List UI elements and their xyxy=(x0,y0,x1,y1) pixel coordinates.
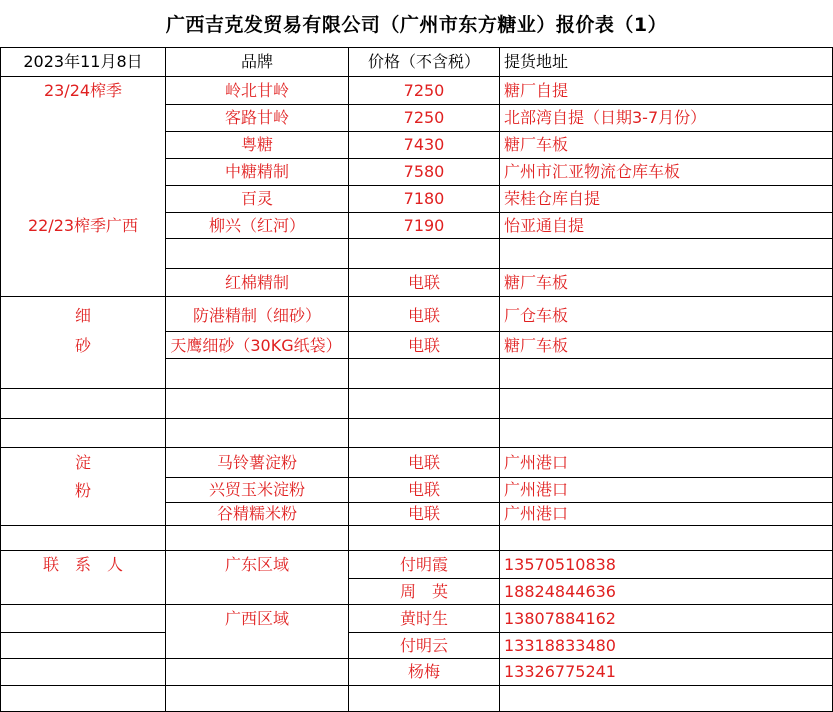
grid-line xyxy=(0,632,165,633)
grid-line xyxy=(0,685,833,686)
grid-line xyxy=(0,525,833,526)
brand-cell: 粤糖 xyxy=(240,135,273,154)
price-cell: 电联 xyxy=(407,335,440,355)
address-cell: 北部湾自提（日期3-7月份） xyxy=(504,108,707,127)
contact-phone: 13570510838 xyxy=(504,554,616,574)
category-season-2324: 23/24榨季 xyxy=(43,80,123,100)
grid-line xyxy=(0,418,833,419)
category-starch: 粉 xyxy=(74,480,91,500)
category-contact: 联 系 人 xyxy=(42,554,123,574)
address-cell: 广州港口 xyxy=(504,453,569,472)
contact-name: 黄时生 xyxy=(399,608,448,628)
price-cell: 7580 xyxy=(403,162,445,181)
contact-name: 杨梅 xyxy=(407,662,440,681)
grid-line xyxy=(499,47,500,712)
price-cell: 电联 xyxy=(407,273,440,292)
brand-cell: 柳兴（红河） xyxy=(208,215,305,235)
contact-phone: 18824844636 xyxy=(504,581,616,601)
grid-line xyxy=(0,447,833,448)
header-price: 价格（不含税） xyxy=(367,52,480,71)
contact-region: 广西区域 xyxy=(224,608,289,628)
brand-cell: 天鹰细砂（30KG纸袋） xyxy=(170,335,342,355)
contact-name: 周 英 xyxy=(399,581,448,601)
category-fine-sugar: 细 xyxy=(74,306,91,325)
price-cell: 电联 xyxy=(407,504,440,523)
brand-cell: 中糖精制 xyxy=(224,162,289,181)
price-cell: 电联 xyxy=(407,306,440,325)
address-cell: 怡亚通自提 xyxy=(504,215,585,235)
address-cell: 糖厂自提 xyxy=(504,80,569,100)
brand-cell: 兴贸玉米淀粉 xyxy=(208,480,305,499)
brand-cell: 谷精糯米粉 xyxy=(216,504,297,523)
address-cell: 荣桂仓库自提 xyxy=(504,189,601,208)
address-cell: 广州市汇亚物流仓库车板 xyxy=(504,162,681,181)
grid-line xyxy=(0,388,833,389)
contact-region: 广东区域 xyxy=(224,554,289,574)
header-brand: 品牌 xyxy=(240,52,273,71)
contact-name: 付明霞 xyxy=(399,554,448,574)
header-address: 提货地址 xyxy=(504,52,569,71)
contact-phone: 13326775241 xyxy=(504,662,616,681)
address-cell: 糖厂车板 xyxy=(504,135,569,154)
address-cell: 广州港口 xyxy=(504,504,569,523)
address-cell: 糖厂车板 xyxy=(504,335,569,355)
brand-cell: 红棉精制 xyxy=(224,273,289,292)
address-cell: 广州港口 xyxy=(504,480,569,499)
address-cell: 厂仓车板 xyxy=(504,306,569,325)
price-cell: 7250 xyxy=(403,80,445,100)
contact-phone: 13318833480 xyxy=(504,635,616,655)
header-date: 2023年11月8日 xyxy=(23,52,143,71)
brand-cell: 岭北甘岭 xyxy=(224,80,289,100)
brand-cell: 客路甘岭 xyxy=(224,108,289,127)
brand-cell: 马铃薯淀粉 xyxy=(216,453,297,472)
brand-cell: 百灵 xyxy=(240,189,273,208)
price-cell: 电联 xyxy=(407,453,440,472)
price-cell: 电联 xyxy=(407,480,440,499)
brand-cell: 防港精制（细砂） xyxy=(192,306,321,325)
price-cell: 7250 xyxy=(403,108,445,127)
address-cell: 糖厂车板 xyxy=(504,273,569,292)
grid-line xyxy=(0,296,833,297)
category-starch: 淀 xyxy=(74,453,91,472)
contact-phone: 13807884162 xyxy=(504,608,616,628)
category-fine-sugar: 砂 xyxy=(74,336,91,355)
category-season-2223: 22/23榨季广西 xyxy=(27,215,139,235)
contact-name: 付明云 xyxy=(399,635,448,655)
price-cell: 7190 xyxy=(403,215,445,235)
price-cell: 7430 xyxy=(403,135,445,154)
grid-line xyxy=(0,47,1,712)
price-cell: 7180 xyxy=(403,189,445,208)
sheet-title: 广西吉克发贸易有限公司（广州市东方糖业）报价表（1） xyxy=(165,14,668,36)
